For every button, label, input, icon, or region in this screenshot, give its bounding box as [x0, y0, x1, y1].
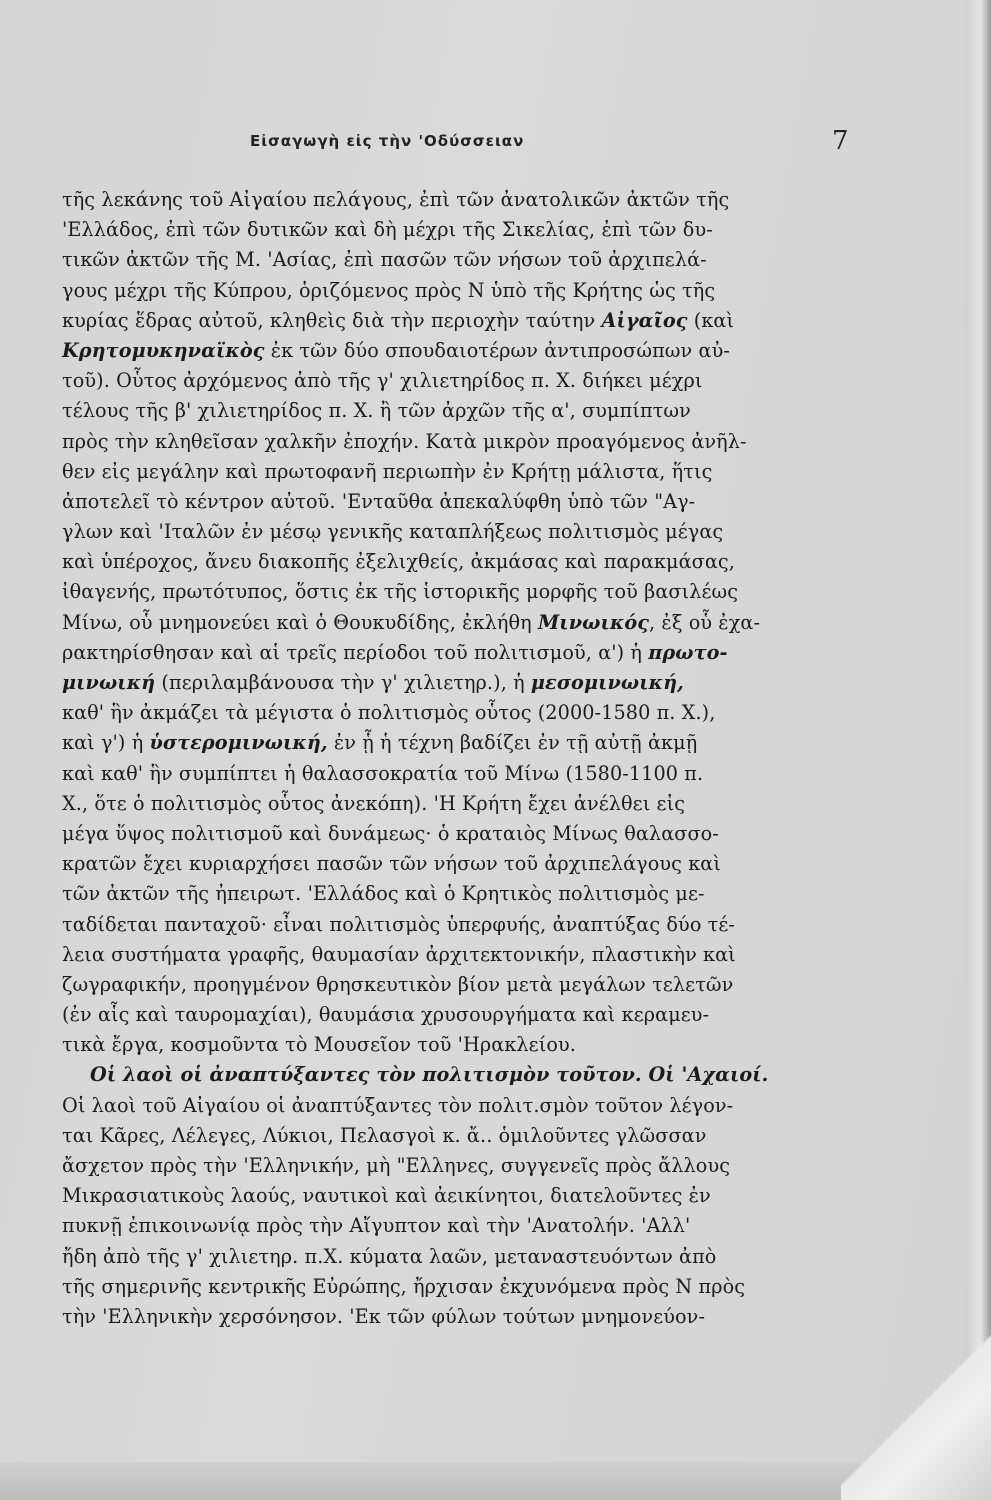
- text-line: [62, 879, 862, 909]
- text-segment: ζωγραφικήν, προηγμένον θρησκευτικὸν βίον μετὰ μεγάλων τελετῶν: [62, 972, 734, 996]
- emphasized-term: μινωική: [62, 671, 156, 694]
- text-segment: καὶ γ') ἡ: [62, 731, 150, 755]
- text-segment: Μίνω, οὗ μνημονεύει καὶ ὁ Θουκυδίδης, ἐκλήθη: [62, 610, 538, 634]
- text-segment: ἐκ τῶν δύο σπουδαιοτέρων ἀντιπροσώπων αὐ-: [264, 338, 730, 362]
- text-segment: ταδίδεται πανταχοῦ· εἶναι πολιτισμὸς ὑπερφυής, ἀναπτύξας δύο τέ-: [62, 912, 736, 936]
- text-segment: Οἱ λαοὶ τοῦ Αἰγαίου οἱ ἀναπτύξαντες τὸν πολιτ.σμὸν τοῦτον λέγον-: [62, 1093, 734, 1117]
- text-segment: ἤδη ἀπὸ τῆς γ' χιλιετηρ. π.Χ. κύματα λαῶν, μεταναστευόντων ἀπὸ: [62, 1244, 717, 1268]
- text-segment: πρὸς τὴν κληθεῖσαν χαλκῆν ἐποχήν. Κατὰ μικρὸν προαγόμενος ἀνῆλ-: [62, 429, 747, 453]
- text-segment: ἄσχετον πρὸς τὴν 'Ελληνικήν, μὴ "Ελληνες, συγγενεῖς πρὸς ἄλλους: [62, 1154, 731, 1177]
- text-line: [62, 1121, 862, 1151]
- text-line: [62, 698, 862, 728]
- text-segment: μέγα ὕψος πολιτισμοῦ καὶ δυνάμεως· ὁ κραταιὸς Μίνως θαλασσο-: [62, 821, 719, 845]
- text-line: [62, 366, 862, 396]
- text-line: [62, 185, 862, 215]
- text-line: [62, 487, 862, 517]
- text-segment: Μικρασιατικοὺς λαούς, ναυτικοὶ καὶ ἀεικίνητοι, διατελοῦντες ἐν: [62, 1184, 711, 1208]
- text-line: [62, 215, 862, 245]
- emphasized-term: Αἰγαῖος: [601, 308, 688, 332]
- text-line: [62, 1030, 862, 1060]
- text-line: [62, 1181, 862, 1211]
- text-line: [62, 970, 862, 1000]
- page-number: 7: [832, 126, 849, 156]
- text-line: [62, 336, 862, 366]
- page-corner-curl: [841, 1280, 991, 1500]
- text-line: [62, 457, 862, 487]
- text-line: [62, 1000, 862, 1030]
- text-segment: θεν εἰς μεγάλην καὶ πρωτοφανῆ περιωπὴν ἐν Κρήτῃ μάλιστα, ἥτις: [62, 459, 713, 483]
- text-line: [62, 1211, 862, 1241]
- text-line: [62, 1091, 862, 1121]
- text-segment: κρατῶν ἔχει κυριαρχήσει πασῶν τῶν νήσων τοῦ ἀρχιπελάγους καὶ: [62, 852, 721, 876]
- text-line: [62, 819, 862, 849]
- text-segment: λεια συστήματα γραφῆς, θαυμασίαν ἀρχιτεκτονικήν, πλαστικὴν καὶ: [62, 942, 736, 966]
- text-segment: τῶν ἀκτῶν τῆς ἠπειρωτ. 'Ελλάδος καὶ ὁ Κρητικὸς πολιτισμὸς με-: [62, 882, 705, 906]
- text-line: [62, 608, 862, 638]
- text-line: [62, 547, 862, 577]
- emphasized-term: μεσομινωική,: [530, 671, 684, 694]
- text-segment: πυκνῇ ἐπικοινωνίᾳ πρὸς τὴν Αἴγυπτον καὶ τὴν 'Ανατολήν. 'Αλλ': [62, 1214, 691, 1238]
- text-segment: (ἐν αἷς καὶ ταυρομαχίαι), θαυμάσια χρυσουργήματα καὶ κεραμευ-: [62, 1003, 710, 1027]
- text-line: [62, 728, 862, 758]
- text-line: [62, 245, 862, 275]
- text-segment: τὴν 'Ελληνικὴν χερσόνησον. 'Εκ τῶν φύλων τούτων μνημονεύον-: [62, 1304, 706, 1328]
- text-line: [62, 789, 862, 819]
- text-line: [62, 1242, 862, 1272]
- text-segment: (περιλαμβάνουσα τὴν γ' χιλιετηρ.), ἡ: [155, 671, 531, 694]
- text-line: [62, 396, 862, 426]
- text-line: [62, 849, 862, 879]
- text-line: [62, 306, 862, 336]
- text-segment: Χ., ὅτε ὁ πολιτισμὸς οὗτος ἀνεκόπη). 'Η Κρήτη ἔχει ἀνέλθει εἰς: [62, 791, 686, 815]
- text-line: [62, 517, 862, 547]
- text-line: [62, 1060, 862, 1090]
- text-segment: τικῶν ἀκτῶν τῆς Μ. 'Ασίας, ἐπὶ πασῶν τῶν νήσων τοῦ ἀρχιπελά-: [62, 248, 707, 272]
- page-edge-shadow: [965, 0, 991, 1500]
- emphasized-term: πρωτο-: [648, 640, 728, 664]
- text-segment: ἰθαγενής, πρωτότυπος, ὅστις ἐκ τῆς ἱστορικῆς μορφῆς τοῦ βασιλέως: [62, 580, 739, 604]
- text-segment: τέλους τῆς β' χιλιετηρίδος π. Χ. ἢ τῶν ἀρχῶν τῆς α', συμπίπτων: [62, 399, 691, 423]
- text-line: [62, 668, 862, 698]
- text-segment: καὶ ὑπέροχος, ἄνευ διακοπῆς ἐξελιχθείς, ἀκμάσας καὶ παρακμάσας,: [62, 550, 735, 574]
- text-segment: τικὰ ἔργα, κοσμοῦντα τὸ Μουσεῖον τοῦ 'Ηρακλείου.: [62, 1033, 576, 1057]
- text-line: [62, 638, 862, 668]
- text-line: [62, 427, 862, 457]
- text-line: [62, 910, 862, 940]
- text-segment: τοῦ). Οὗτος ἀρχόμενος ἀπὸ τῆς γ' χιλιετηρίδος π. Χ. διήκει μέχρι: [62, 369, 703, 393]
- text-segment: ται Κᾶρες, Λέλεγες, Λύκιοι, Πελασγοὶ κ. ἄ.. ὁμιλοῦντες γλῶσσαν: [62, 1123, 707, 1147]
- text-line: [62, 1272, 862, 1302]
- running-header: Εἰσαγωγὴ εἰς τὴν 'Οδύσσειαν: [250, 132, 525, 150]
- text-segment: καθ' ἣν ἀκμάζει τὰ μέγιστα ὁ πολιτισμὸς οὗτος (2000-1580 π. Χ.),: [62, 701, 716, 725]
- emphasized-term: Κρητομυκηναϊκὸς: [62, 338, 265, 362]
- text-segment: ἀποτελεῖ τὸ κέντρον αὐτοῦ. 'Ενταῦθα ἀπεκαλύφθη ὑπὸ τῶν "Αγ-: [62, 489, 696, 513]
- text-line: [62, 1302, 862, 1332]
- text-line: [62, 276, 862, 306]
- text-line: [62, 577, 862, 607]
- text-segment: κυρίας ἕδρας αὐτοῦ, κληθεὶς διὰ τὴν περιοχὴν ταύτην: [62, 308, 602, 332]
- text-segment: (καὶ: [687, 308, 735, 332]
- text-segment: γλων καὶ 'Ιταλῶν ἐν μέσῳ γενικῆς καταπλήξεως πολιτισμὸς μέγας: [62, 520, 724, 544]
- text-segment: καὶ καθ' ἣν συμπίπτει ἡ θαλασσοκρατία τοῦ Μίνω (1580-1100 π.: [62, 761, 704, 785]
- body-text: [62, 185, 862, 1332]
- text-segment: , ἐξ οὗ ἐχα-: [649, 610, 761, 634]
- text-segment: 'Ελλάδος, ἐπὶ τῶν δυτικῶν καὶ δὴ μέχρι τῆς Σικελίας, ἐπὶ τῶν δυ-: [62, 218, 713, 242]
- emphasized-term: Μινωικός: [537, 610, 650, 634]
- text-segment: τῆς σημερινῆς κεντρικῆς Εὐρώπης, ἤρχισαν ἐκχυνόμενα πρὸς Ν πρὸς: [62, 1274, 746, 1298]
- emphasized-term: Οἱ λαοὶ οἱ ἀναπτύξαντες τὸν πολιτισμὸν τοῦτον. Οἱ 'Αχαιοί.: [90, 1063, 769, 1087]
- text-segment: γους μέχρι τῆς Κύπρου, ὁριζόμενος πρὸς Ν ὑπὸ τῆς Κρήτης ὡς τῆς: [62, 278, 716, 302]
- text-segment: τῆς λεκάνης τοῦ Αἰγαίου πελάγους, ἐπὶ τῶν ἀνατολικῶν ἀκτῶν τῆς: [62, 188, 730, 211]
- text-line: [62, 940, 862, 970]
- text-segment: ἐν ᾗ ἡ τέχνη βαδίζει ἐν τῇ αὐτῇ ἀκμῇ: [327, 731, 698, 755]
- emphasized-term: ὑστερομινωική,: [149, 731, 328, 755]
- text-line: [62, 1151, 862, 1181]
- text-line: [62, 759, 862, 789]
- text-segment: ρακτηρίσθησαν καὶ αἱ τρεῖς περίοδοι τοῦ πολιτισμοῦ, α') ἡ: [62, 640, 649, 664]
